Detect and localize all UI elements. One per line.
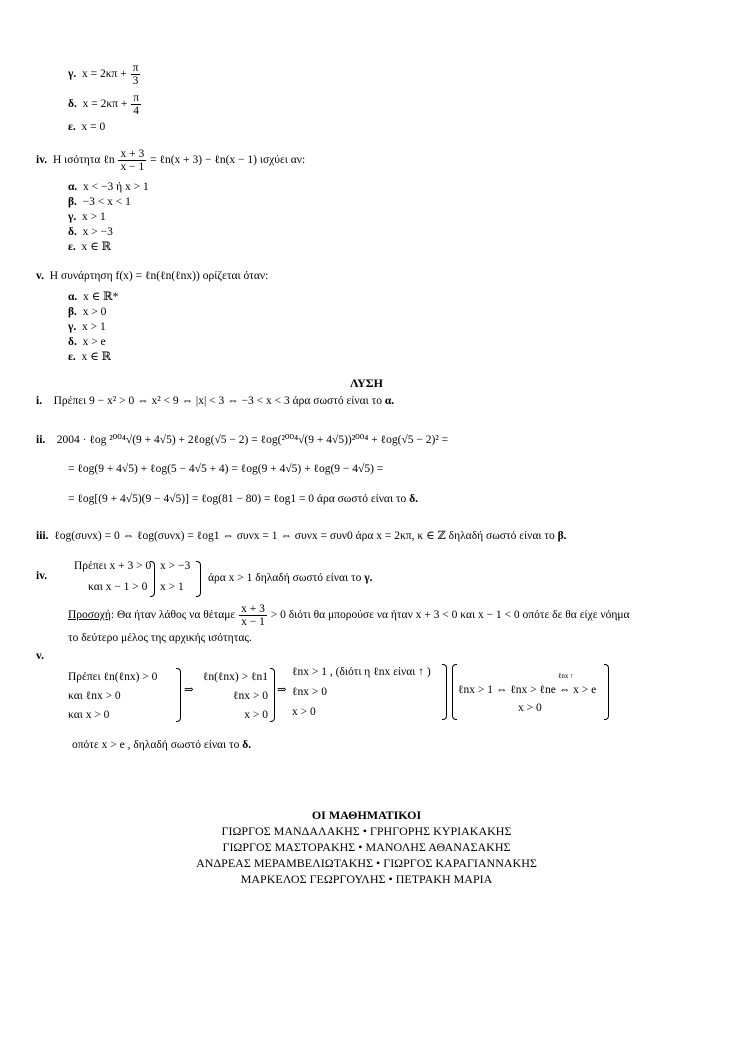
solution-iv-note-cont: το δεύτερο μέλος της αρχικής ισότητας. — [68, 632, 252, 644]
solution-v-col1: Πρέπει ℓn(ℓnx) > 0 και ℓnx > 0 και x > 0 — [68, 671, 158, 721]
q4-fraction: $\frac{x + 3}{x - 1}$ — [120, 148, 145, 174]
solution-ii-line3: = ℓog[(9 + 4√5)(9 − 4√5)] = ℓog(81 − 80) = ℓog1 = 0 άρα σωστό είναι το δ. — [68, 493, 419, 505]
q5-options — [68, 290, 118, 365]
solution-i: i. Πρέπει 9 − x² > 0 ⇔ x² < 9 ⇔ |x| < 3 ⇔ −3 < x < 3 άρα σωστό είναι το α. — [36, 395, 395, 407]
q4-option-e: ε. x ∈ ℝ — [68, 241, 112, 253]
solution-v-brace2 — [270, 668, 275, 722]
solution-iv-row2b: x > 1 — [160, 581, 184, 593]
solution-v-brace4 — [452, 664, 457, 720]
solution-v-col2: ℓn(ℓnx) > ℓn1 ℓnx > 0 x > 0 — [202, 671, 268, 721]
solution-v-brace5 — [604, 664, 609, 720]
solution-iv-row1b: x > −3 — [160, 560, 191, 572]
footer-line-3: ΑΝΔΡΕΑΣ ΜΕΡΑΜΒΕΛΙΩΤΑΚΗΣ • ΓΙΩΡΓΟΣ ΚΑΡΑΓΙΑΝΝΑΚΗΣ — [196, 856, 537, 870]
solution-iv-note-fraction: $\frac{x + 3}{x - 1}$ — [241, 603, 265, 629]
footer-line-1: ΓΙΩΡΓΟΣ ΜΑΝΔΑΛΑΚΗΣ • ΓΡΗΓΟΡΗΣ ΚΥΡΙΑΚΑΚΗΣ — [221, 824, 512, 838]
solution-iv-row2a: και x − 1 > 0 — [88, 581, 148, 593]
q3-option-e: ε. x = 0 — [68, 121, 106, 133]
solution-v-label: v. — [36, 650, 44, 662]
q4-stem: iv. Η ισότητα ℓn $\frac{x + 3}{x - 1}$ = ℓn(x + 3) − ℓn(x − 1) ισχύει αν: — [36, 148, 306, 174]
q5-option-e: ε. x ∈ ℝ — [68, 351, 112, 363]
solution-iv-brace-2 — [196, 561, 201, 597]
solution-iv-note: Προσοχή: Θα ήταν λάθος να θέταμε $\frac{x + 3}{x - 1}$ > 0 διότι θα μπορούσε να ήταν x + 3 < 0 και x − 1 < 0 οπότε δε θα είχε νόημα — [68, 603, 630, 629]
q5-option-d: δ. x > e — [68, 336, 106, 348]
q4-options — [68, 180, 149, 255]
q5-option-a: α. x ∈ ℝ* — [68, 291, 119, 303]
solution-iv-brace — [150, 561, 155, 597]
solution-v-arrow1: ⇒ — [184, 684, 194, 696]
q4-option-d: δ. x > −3 — [68, 226, 113, 238]
q3-option-d-fraction: $\frac{\pi}{4}$ — [133, 92, 139, 118]
solution-ii-line1: ii. 2004 · ℓog ²⁰⁰⁴√(9 + 4√5) + 2ℓog(√5 − 2) = ℓog(²⁰⁰⁴√(9 + 4√5))²⁰⁰⁴ + ℓog(√5 − 2)² = — [36, 434, 449, 446]
solution-iv-row1a: Πρέπει x + 3 > 0 — [74, 560, 152, 572]
solution-v-brace1 — [176, 668, 181, 722]
footer-heading: ΟΙ ΜΑΘΗΜΑΤΙΚΟΙ — [311, 808, 422, 822]
solution-v-brace3 — [442, 664, 447, 720]
solution-title: ΛΥΣΗ — [350, 376, 383, 390]
footer-line-2: ΓΙΩΡΓΟΣ ΜΑΣΤΟΡΑΚΗΣ • ΜΑΝΟΛΗΣ ΑΘΑΝΑΣΑΚΗΣ — [222, 840, 511, 854]
solution-v-monotone-note: ℓnx ↑ — [558, 672, 574, 680]
solution-v-col4a: ℓnx > 1 ⇔ ℓnx > ℓne ⇔ x > e — [458, 684, 597, 696]
q3-option-d: δ. x = 2κπ + $\frac{\pi}{4}$ — [68, 92, 139, 118]
solution-iii: iii. ℓog(συνx) = 0 ⇔ ℓog(συνx) = ℓog1 ⇔ συνx = 1 ⇔ συνx = συν0 άρα x = 2κπ, κ ∈ ℤ δηλαδή σωστό είναι το β. — [36, 530, 567, 542]
solution-v-col4b: x > 0 — [518, 702, 542, 714]
q5-option-b: β. x > 0 — [68, 306, 107, 318]
q4-option-b: β. −3 < x < 1 — [68, 196, 131, 208]
solution-v-arrow2: ⇒ — [277, 684, 287, 696]
q4-option-g: γ. x > 1 — [68, 211, 106, 223]
solution-v-col3: ℓnx > 1 , (διότι η ℓnx είναι ↑ ) ℓnx > 0 x > 0 — [292, 666, 431, 718]
solution-ii-line2: = ℓog(9 + 4√5) + ℓog(5 − 4√5 + 4) = ℓog(9 + 4√5) + ℓog(9 − 4√5) = — [68, 463, 384, 475]
q5-option-g: γ. x > 1 — [68, 321, 106, 333]
q3-option-g-fraction: $\frac{\pi}{3}$ — [132, 62, 139, 88]
q4-option-a: α. x < −3 ή x > 1 — [68, 181, 149, 193]
q3-option-g: γ. x = 2κπ + $\frac{\pi}{3}$ — [68, 62, 139, 88]
solution-iv-label: iv. — [36, 570, 48, 582]
solution-iv-conclusion: άρα x > 1 δηλαδή σωστό είναι το γ. — [208, 572, 373, 584]
footer-line-4: ΜΑΡΚΕΛΟΣ ΓΕΩΡΓΟΥΛΗΣ • ΠΕΤΡΑΚΗ ΜΑΡΙΑ — [240, 872, 493, 886]
solution-v-final: οπότε x > e , δηλαδή σωστό είναι το δ. — [72, 739, 252, 751]
q5-stem: v. Η συνάρτηση f(x) = ℓn(ℓn(ℓnx)) ορίζεται όταν: — [36, 270, 269, 282]
